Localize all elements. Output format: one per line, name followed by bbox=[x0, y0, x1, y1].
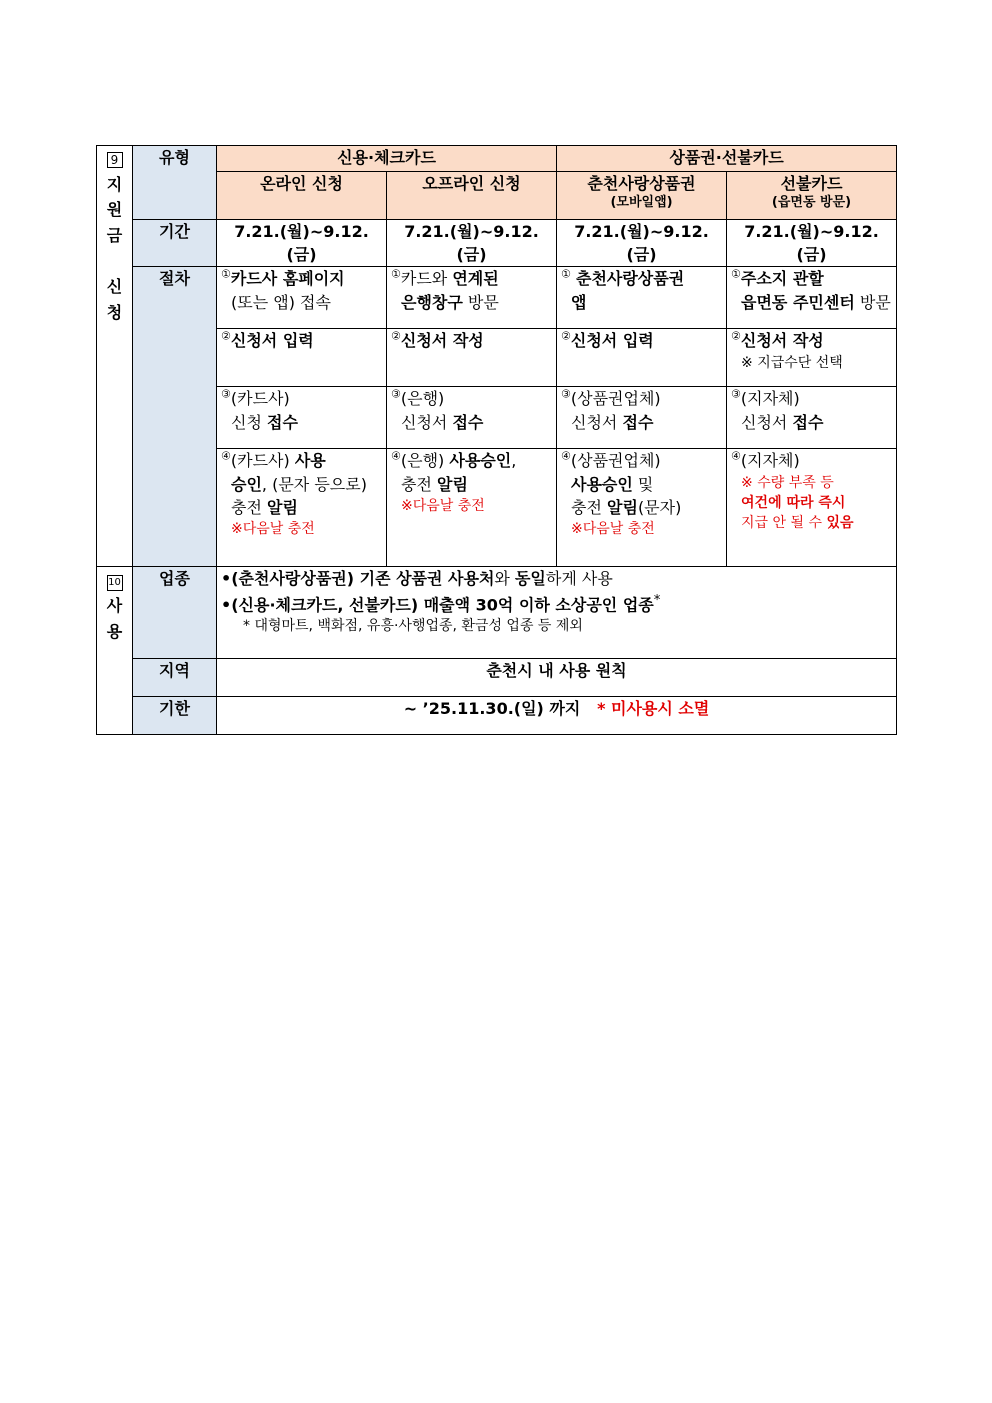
period-label: 기간 bbox=[133, 220, 217, 267]
period-offline: 7.21.(월)~9.12.(금) bbox=[387, 220, 557, 267]
step3-offline: ③(은행) 신청서 접수 bbox=[387, 387, 557, 449]
deadline-content: ~ ’25.11.30.(일) 까지 * 미사용시 소멸 bbox=[217, 697, 897, 735]
step2-offline: ②신청서 작성 bbox=[387, 329, 557, 387]
step3-voucher: ③(상품권업체) 신청서 접수 bbox=[557, 387, 727, 449]
step3-online: ③(카드사) 신청 접수 bbox=[217, 387, 387, 449]
step2-online: ②신청서 입력 bbox=[217, 329, 387, 387]
step4-voucher: ④(상품권업체) 사용승인 및 충전 알림(문자) ※다음날 충전 bbox=[557, 449, 727, 567]
step1-offline: ①카드와 연계된 은행창구 방문 bbox=[387, 267, 557, 329]
step2-voucher: ②신청서 입력 bbox=[557, 329, 727, 387]
period-prepaid: 7.21.(월)~9.12.(금) bbox=[727, 220, 897, 267]
section-10-number: 10 bbox=[107, 575, 123, 591]
section-9-number: 9 bbox=[107, 152, 123, 168]
industry-label: 업종 bbox=[133, 567, 217, 659]
step4-online: ④(카드사) 사용 승인, (문자 등으로) 충전 알림 ※다음날 충전 bbox=[217, 449, 387, 567]
procedure-label: 절차 bbox=[133, 267, 217, 567]
step4-prepaid: ④(지자체) ※ 수량 부족 등 여건에 따라 즉시 지급 안 될 수 있음 bbox=[727, 449, 897, 567]
col-online: 온라인 신청 bbox=[217, 172, 387, 220]
step3-prepaid: ③(지자체) 신청서 접수 bbox=[727, 387, 897, 449]
support-fund-table bbox=[96, 145, 897, 735]
col-offline: 오프라인 신청 bbox=[387, 172, 557, 220]
col-voucher: 춘천사랑상품권 (모바일앱) bbox=[557, 172, 727, 220]
region-label: 지역 bbox=[133, 659, 217, 697]
region-content: 춘천시 내 사용 원칙 bbox=[217, 659, 897, 697]
period-online: 7.21.(월)~9.12.(금) bbox=[217, 220, 387, 267]
type-label: 유형 bbox=[133, 146, 217, 220]
group-card: 신용·체크카드 bbox=[217, 146, 557, 172]
step1-voucher: ① 춘천사랑상품권 앱 bbox=[557, 267, 727, 329]
step1-online: ①카드사 홈페이지 (또는 앱) 접속 bbox=[217, 267, 387, 329]
period-voucher: 7.21.(월)~9.12.(금) bbox=[557, 220, 727, 267]
section-9-label: 9 지 원 금 신 청 bbox=[97, 146, 133, 567]
step2-prepaid: ②신청서 작성 ※ 지급수단 선택 bbox=[727, 329, 897, 387]
deadline-label: 기한 bbox=[133, 697, 217, 735]
group-voucher: 상품권·선불카드 bbox=[557, 146, 897, 172]
section-10-label: 10 사 용 bbox=[97, 567, 133, 735]
step4-offline: ④(은행) 사용승인, 충전 알림 ※다음날 충전 bbox=[387, 449, 557, 567]
industry-content: •(춘천사랑상품권) 기존 상품권 사용처와 동일하게 사용 •(신용·체크카드, 선불카드) 매출액 30억 이하 소상공인 업종* * 대형마트, 백화점, 유흥·사행업종, 환금성 업종 등 제외 bbox=[217, 567, 897, 659]
col-prepaid: 선불카드 (읍면동 방문) bbox=[727, 172, 897, 220]
step1-prepaid: ①주소지 관할 읍면동 주민센터 방문 bbox=[727, 267, 897, 329]
